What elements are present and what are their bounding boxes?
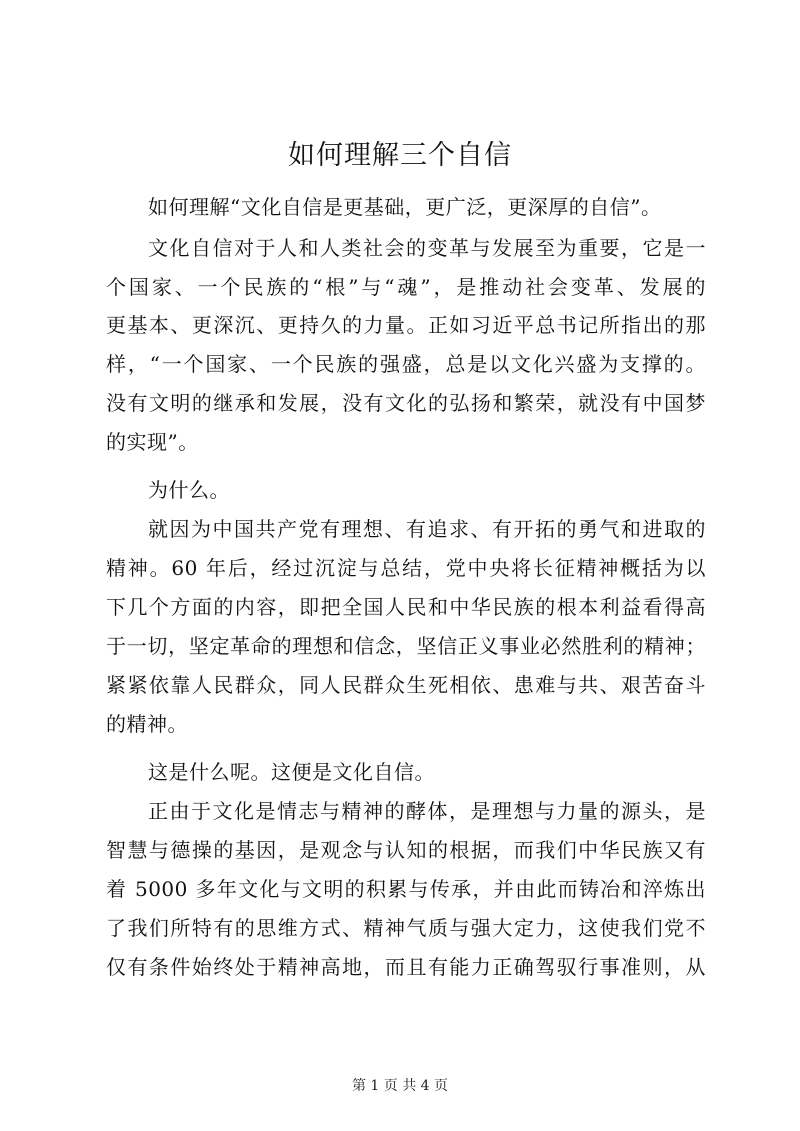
page-footer: 第 1 页 共 4 页 [351,1078,449,1094]
text-line: 于一切，坚定革命的理想和信念，坚信正义事业必然胜利的精神； [106,634,706,658]
text-line: 仅有条件始终处于精神高地，而且有能力正确驾驭行事准则，从 [106,955,706,979]
text-line: 紧紧依靠人民群众，同人民群众生死相依、患难与共、艰苦奋斗 [106,673,706,697]
text-line: 个国家、一个民族的“根”与“魂”，是推动社会变革、发展的 [106,275,706,299]
text-line: 没有文明的继承和发展，没有文化的弘扬和繁荣，就没有中国梦 [106,391,706,415]
text-line: 智慧与德操的基因，是观念与认知的根据，而我们中华民族又有 [106,838,706,862]
text-line: 的精神。 [106,712,188,736]
text-line: 这是什么呢。这便是文化自信。 [148,760,435,784]
text-line: 了我们所特有的思维方式、精神气质与强大定力，这使我们党不 [106,916,706,940]
text-line: 更基本、更深沉、更持久的力量。正如习近平总书记所指出的那 [106,313,706,337]
text-line: 着 5000 多年文化与文明的积累与传承，并由此而铸冶和淬炼出 [106,877,706,901]
text-line: 如何理解“文化自信是更基础，更广泛，更深厚的自信”。 [148,195,662,219]
text-line: 下几个方面的内容，即把全国人民和中华民族的根本利益看得高 [106,595,706,619]
text-line: 精神。60 年后，经过沉淀与总结，党中央将长征精神概括为以 [106,556,706,580]
text-line: 就因为中国共产党有理想、有追求、有开拓的勇气和进取的 [148,517,706,541]
text-line: 的实现”。 [106,430,199,454]
text-line: 正由于文化是情志与精神的酵体，是理想与力量的源头，是 [148,799,706,823]
text-line: 文化自信对于人和人类社会的变革与发展至为重要，它是一 [148,236,706,260]
text-line: 样，“一个国家、一个民族的强盛，总是以文化兴盛为支撑的。 [106,352,706,376]
text-line: 为什么。 [148,478,230,502]
document-title: 如何理解三个自信 [288,140,512,171]
